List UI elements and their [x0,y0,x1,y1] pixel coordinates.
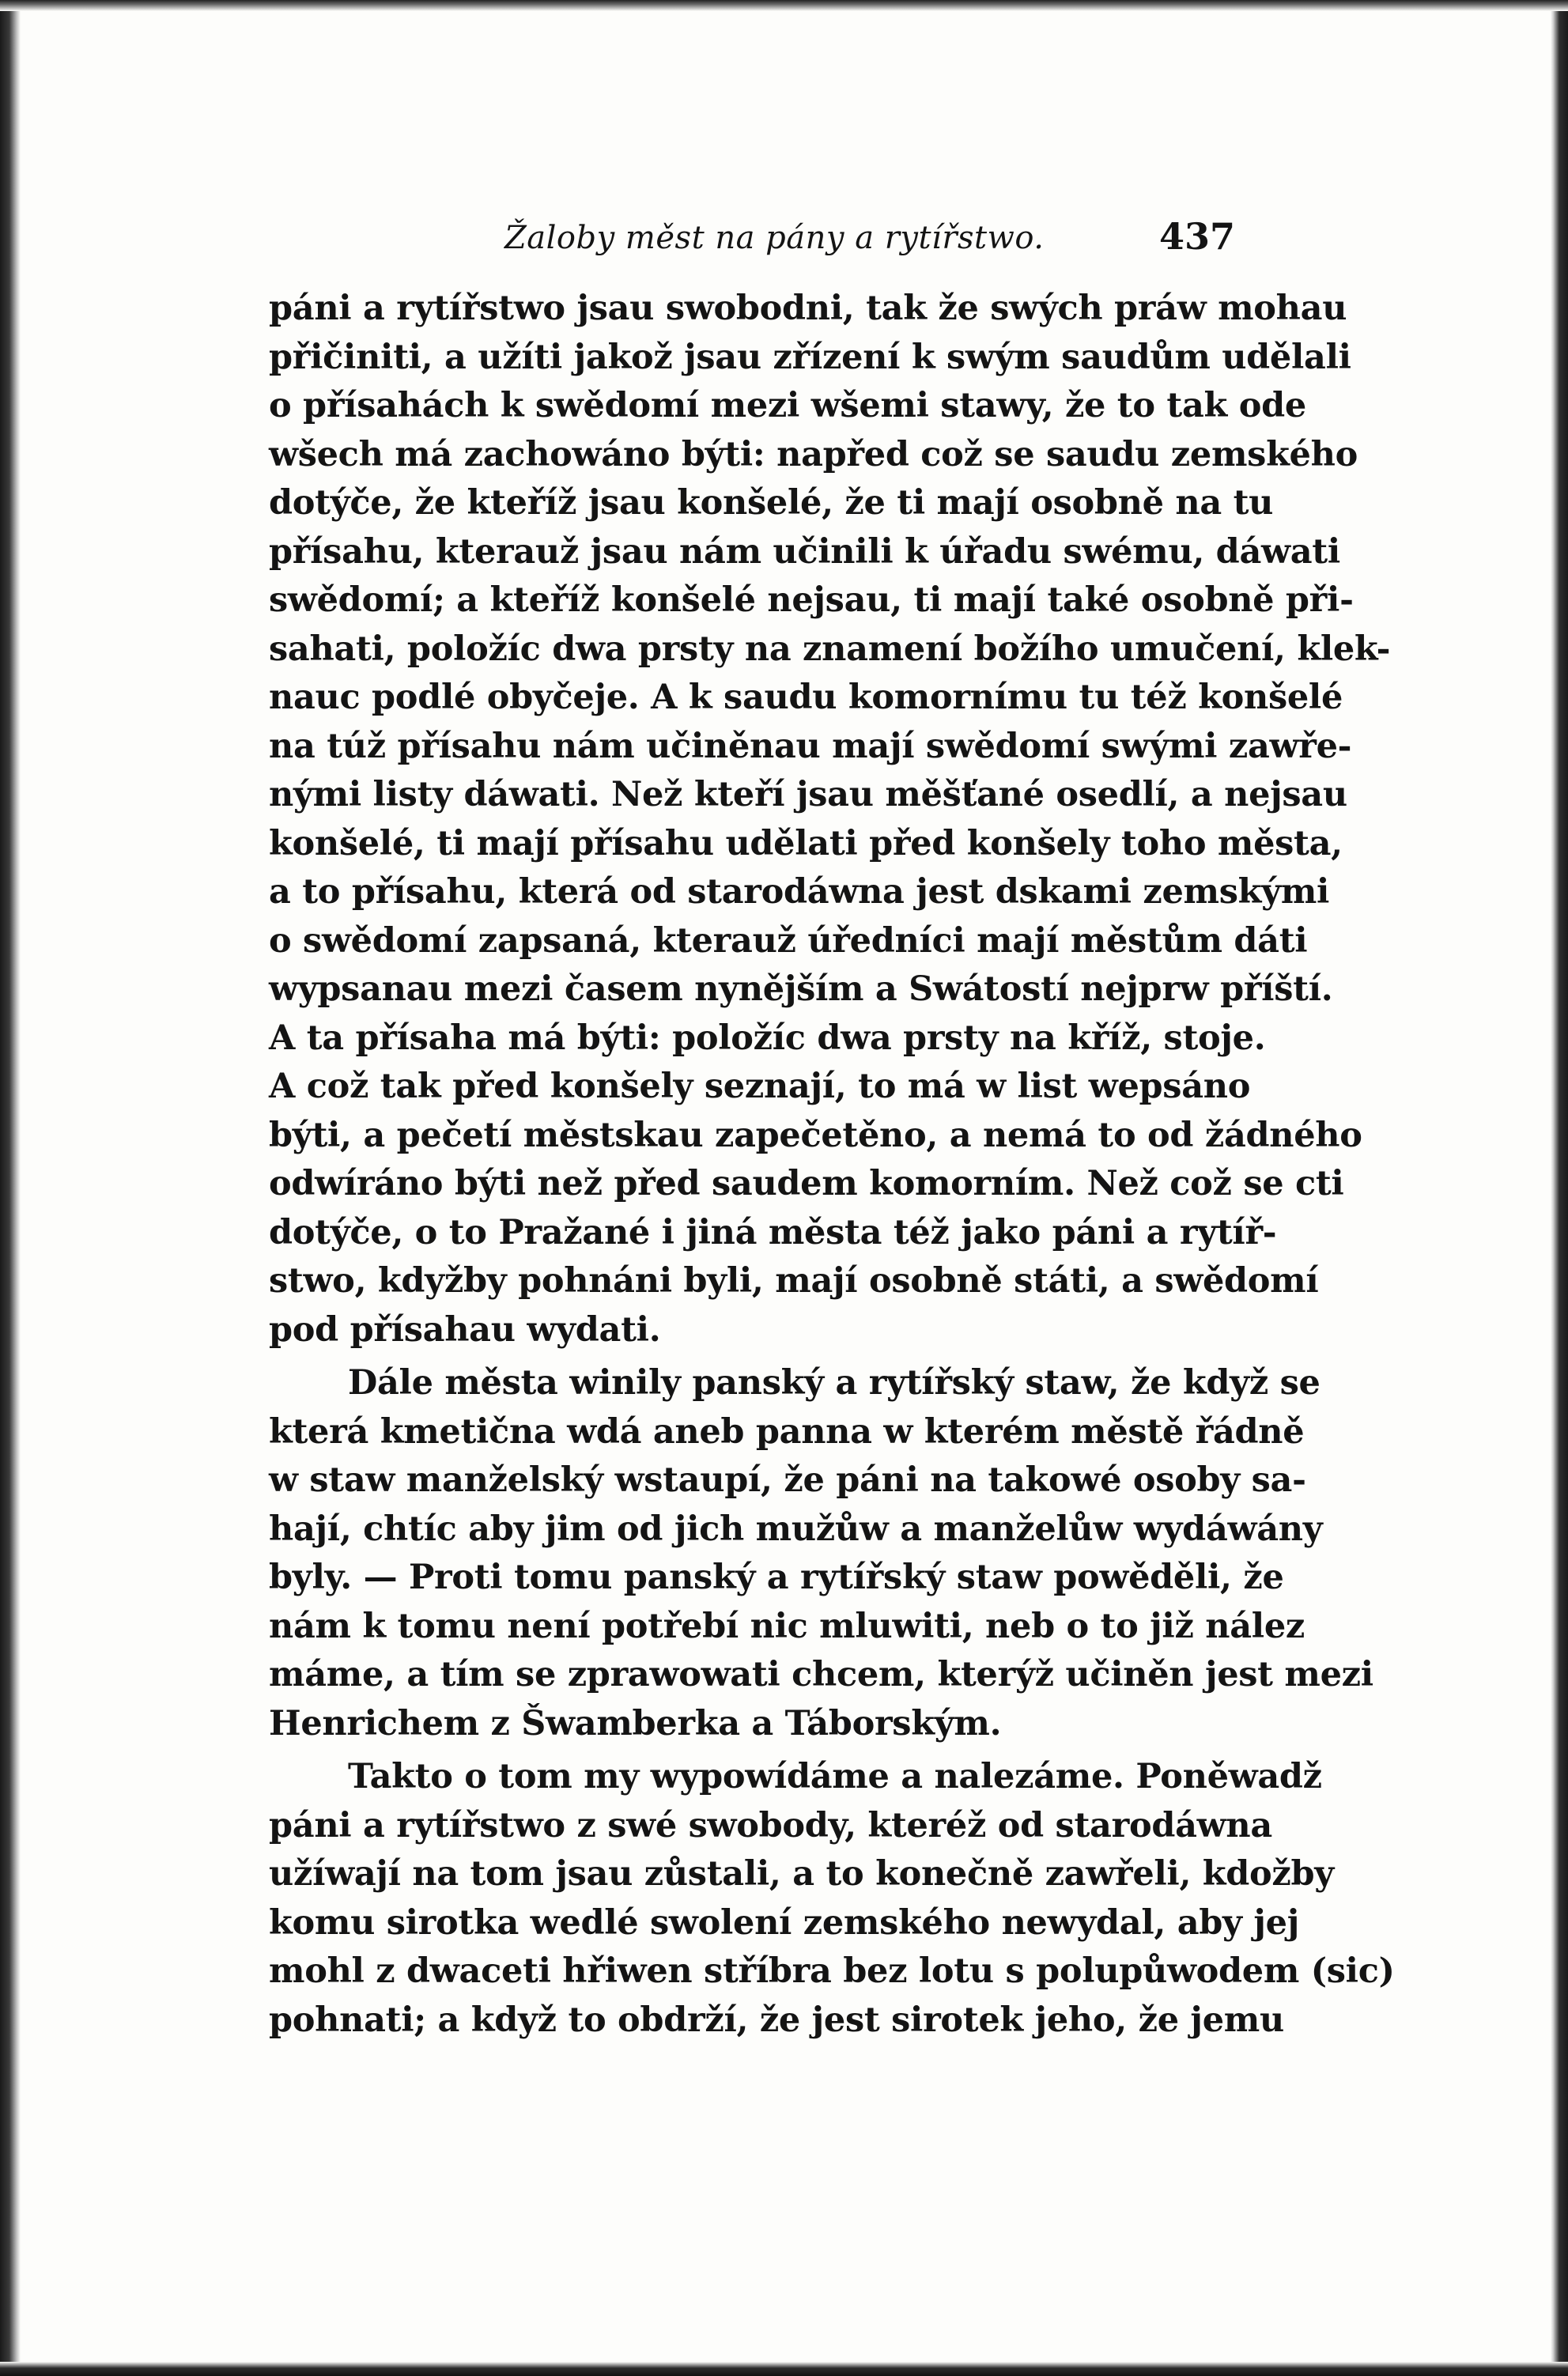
text-line: o swědomí zapsaná, kterauž úředníci mají městům dáti [269,920,1308,961]
text-line: konšelé, ti mají přísahu udělati před konšely toho města, [269,823,1343,863]
text-line: nám k tomu není potřebí nic mluwiti, neb o to již nález [269,1606,1305,1646]
text-line: odwíráno býti než před saudem komorním. Než což se cti [269,1164,1344,1203]
text-line: w staw manželský wstaupí, že páni na takowé osoby sa- [269,1460,1306,1500]
text-line: na túž přísahu nám učiněnau mají swědomí swými zawře- [269,726,1352,766]
text-line: nauc podlé obyčeje. A k saudu komornímu tu též konšelé [269,678,1343,717]
text-line: komu sirotka wedlé swolení zemského newydal, aby jej [269,1902,1299,1943]
text-line: a to přísahu, která od starodáwna jest dskami zemskými [269,872,1330,912]
paragraph [269,1753,1395,2045]
text-line: hají, chtíc aby jim od jich mužůw a manželůw wydáwány [269,1509,1323,1549]
text-line: pohnati; a když to obdrží, že jest sirotek jeho, že jemu [269,2000,1284,2040]
text-line: přísahu, kterauž jsau nám učinili k úřadu swému, dáwati [269,531,1340,572]
text-line: A ta přísaha má býti: položíc dwa prsty na kříž, stoje. [269,1018,1266,1058]
text-line: přičiniti, a užíti jakož jsau zřízení k swým saudům udělali [269,337,1351,377]
text-line: nými listy dáwati. Než kteří jsau měšťané osedlí, a nejsau [269,775,1347,814]
text-line: Henrichem z Šwamberka a Táborským. [269,1703,1002,1743]
text-line: dotýče, že kteříž jsau konšelé, že ti mají osobně na tu [269,483,1274,523]
scan-edge-top [0,0,1568,11]
text-line: Takto o tom my wypowídáme a nalezáme. Poněwadž [348,1757,1322,1796]
scan-edge-bottom [0,2362,1568,2376]
text-line: která kmetična wdá aneb panna w kterém městě řádně [269,1411,1305,1452]
text-line: wšech má zachowáno býti: napřed což se saudu zemského [269,434,1358,474]
text-line: o přísahách k swědomí mezi wšemi stawy, že to tak ode [269,386,1306,425]
text-line: Dále města winily panský a rytířský staw, že když se [348,1363,1321,1403]
paragraph [269,285,1391,1354]
text-line: sahati, položíc dwa prsty na znamení božího umučení, klek- [269,629,1391,669]
text-line: pod přísahau wydati. [269,1309,661,1350]
text-line: swědomí; a kteříž konšelé nejsau, ti mají také osobně při- [269,580,1354,620]
text-line: A což tak před konšely seznají, to má w list wepsáno [269,1067,1251,1106]
text-line: páni a rytířstwo z swé swobody, kteréž od starodáwna [269,1805,1272,1845]
text-line: býti, a pečetí městskau zapečetěno, a nemá to od žádného [269,1115,1362,1155]
text-line: užíwají na tom jsau zůstali, a to konečně zawřeli, kdožby [269,1854,1334,1894]
text-line: stwo, kdyžby pohnáni byli, mají osobně státi, a swědomí [269,1261,1319,1301]
text-line: byly. — Proti tomu panský a rytířský staw powěděli, že [269,1558,1284,1597]
page-number: 437 [1158,215,1235,258]
page-header [275,212,1241,275]
running-head: Žaloby měst na pány a rytířstwo. [504,220,1045,256]
text-line: páni a rytířstwo jsau swobodni, tak že swých práw mohau [269,289,1347,328]
text-line: mohl z dwaceti hřiwen stříbra bez lotu s polupůwodem (sic) [269,1951,1395,1991]
scan-edge-left [0,0,21,2376]
scan-edge-right [1551,0,1568,2376]
text-line: dotýče, o to Pražané i jiná města též jako páni a rytíř- [269,1212,1277,1252]
text-line: wypsanau mezi časem nynějším a Swátostí nejprw příští. [269,969,1333,1009]
text-line: máme, a tím se zprawowati chcem, kterýž učiněn jest mezi [269,1655,1373,1694]
paragraph [269,1359,1373,1748]
body-text [269,285,1395,2045]
